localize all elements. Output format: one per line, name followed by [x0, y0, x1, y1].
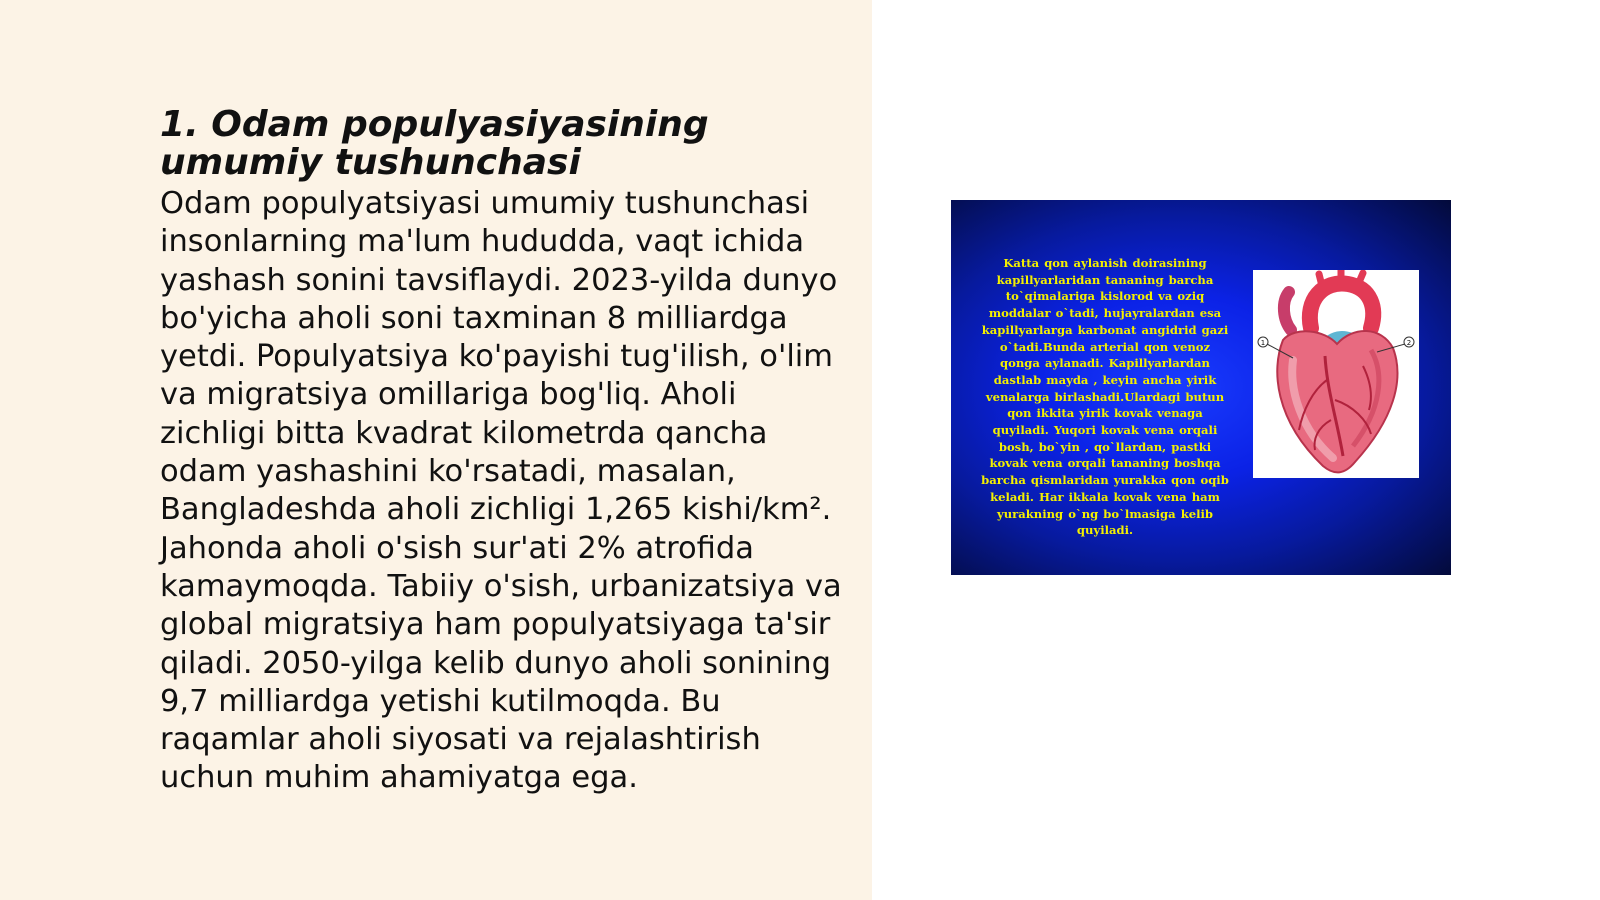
- figure-caption: Katta qon aylanish doirasining kapillyarlaridan tananing barcha to`qimalariga kislorod va oziq moddalar o`tadi, hujayralardan esa kapillyarlarga karbonat angidrid gazi o`tadi.Bunda arterial qon venoz qonga aylanadi. Kapillyarlardan dastlab mayda , keyin ancha yirik venalarga birlashadi.Ulardagi butun qon ikkita yirik kovak venaga quyiladi. Yuqori kovak vena orqali bosh, bo`yin , qo`llardan, pastki kovak vena orqali tananing boshqa barcha qismlaridan yurakka qon oqib keladi. Har ikkala kovak vena ham yurakning o`ng bo`lmasiga kelib quyiladi.: [981, 256, 1229, 538]
- heart-diagram-figure: [951, 200, 1451, 575]
- slide-body-text: Odam populyatsiyasi umumiy tushunchasi insonlarning ma'lum hududda, vaqt ichida yashash sonini tavsiflaydi. 2023-yilda dunyo bo'yicha aholi soni taxminan 8 milliardga yetdi. Populyatsiya ko'payishi tug'ilish, o'lim va migratsiya omillariga bog'liq. Aholi zichligi bitta kvadrat kilometrda qancha odam yashashini ko'rsatadi, masalan, Bangladeshda aholi zichligi 1,265 kishi/km². Jahonda aholi o'sish sur'ati 2% atrofida kamaymoqda. Tabiiy o'sish, urbanizatsiya va global migratsiya ham populyatsiyaga ta'sir qiladi. 2050-yilga kelib dunyo aholi sonining 9,7 milliardga yetishi kutilmoqda. Bu raqamlar aholi siyosati va rejalashtirish uchun muhim ahamiyatga ega.: [160, 186, 842, 796]
- label-2: 2: [1406, 339, 1412, 347]
- heart-icon: [1253, 270, 1419, 478]
- label-1: 1: [1260, 339, 1266, 347]
- slide-title: 1. Odam populyasiyasining umumiy tushunchasi: [160, 104, 709, 183]
- heart-illustration: [1253, 270, 1419, 478]
